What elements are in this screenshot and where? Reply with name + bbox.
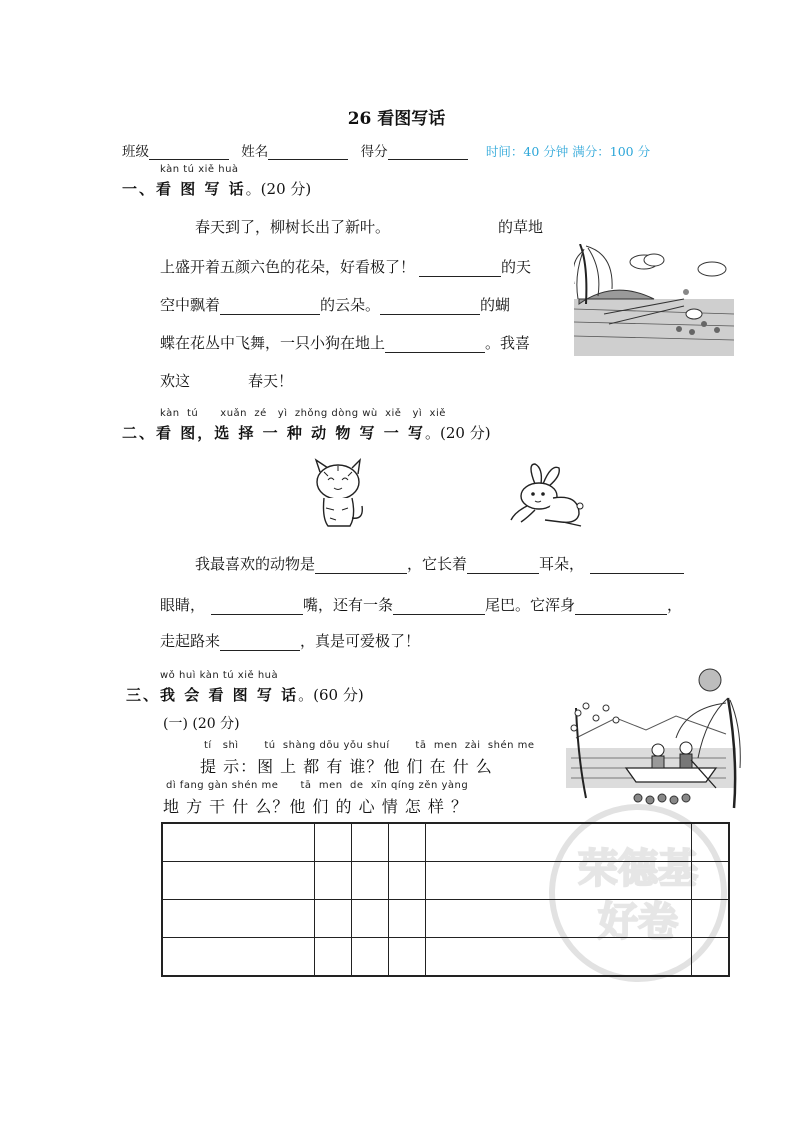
rabbit-illustration [507,462,585,528]
s1-l3c: 的蝴 [480,296,511,314]
writing-grid [161,822,730,977]
s2-line2 [160,594,682,615]
grid-cell[interactable] [691,862,729,900]
score-label: 得分 [360,144,388,160]
score-field[interactable] [388,145,468,160]
student-info-row [122,140,650,160]
s1-l5a: 欢这 [160,372,191,390]
s3-pinyin: wǒ huì kàn tú xiě huà [160,670,279,681]
s1-l4b: 。我喜 [485,334,531,352]
class-field[interactable] [149,145,229,160]
s2-blank-7[interactable] [220,634,300,651]
grid-cell[interactable] [388,938,425,977]
s2-heading-text: 二、看 图，选 择 一 种 动 物 写 一 写 [122,424,426,442]
s3-points: 。(60 分) [298,686,364,704]
s1-blank-4[interactable] [380,298,480,315]
grid-cell[interactable] [314,938,351,977]
s2-l3a: 走起路来 [160,632,221,650]
s2-l2a: 眼睛， [160,596,206,614]
s2-pinyin: kàn tú xuǎn zé yì zhǒng dòng wù xiě yì xiě [160,408,446,419]
name-label: 姓名 [241,144,269,160]
s1-points: 。(20 分) [245,180,312,198]
s2-heading [122,422,491,443]
time-info: 时间：40 分钟 满分：100 分 [485,144,651,159]
boating-scene-illustration [566,668,746,816]
s1-pinyin: kàn tú xiě huà [160,164,239,175]
grid-cell[interactable] [314,823,351,862]
s3-hint-line-2: 地 方 干 什 么？他 们 的 心 情 怎 样 ？ [163,797,468,816]
s1-l3b: 的云朵。 [320,296,381,314]
grid-cell[interactable] [314,862,351,900]
grid-cell[interactable] [425,862,691,900]
grid-cell[interactable] [425,823,691,862]
s2-blank-1[interactable] [315,557,407,574]
s1-l2b: 的天 [501,258,532,276]
s1-blank-2[interactable] [419,260,501,277]
grid-cell[interactable] [351,823,388,862]
s2-l3b: ，真是可爱极了！ [300,632,421,650]
grid-cell[interactable] [351,862,388,900]
s2-blank-2[interactable] [467,557,539,574]
s2-blank-5[interactable] [393,598,485,615]
grid-cell[interactable] [388,823,425,862]
s2-l2b: 嘴，还有一条 [303,596,394,614]
grid-row [162,823,729,862]
s3-hint-pinyin-1: tí shì tú shàng dōu yǒu shuí tā men zài shén me [204,740,535,751]
s2-line1 [195,553,684,574]
s3-hint-pinyin-2: dì fang gàn shén me tā men de xīn qíng zěn yàng [166,780,469,791]
grid-cell[interactable] [691,938,729,977]
s3-heading-text: 三、我 会 看 图 写 话 [126,686,299,704]
s1-line5 [160,370,293,391]
s3-subheading: (一) (20 分) [163,716,240,732]
s1-line1 [195,216,543,237]
s1-l5b: 春天！ [248,372,294,390]
s2-l1b: ，它长着 [407,555,468,573]
watermark-line-2: 好卷 [598,899,678,945]
s2-l1c: 耳朵， [539,555,585,573]
grid-cell[interactable] [314,900,351,938]
grid-cell[interactable] [691,900,729,938]
s2-points: 。(20 分) [425,424,491,442]
s1-blank-5[interactable] [385,336,485,353]
s3-hint-line-1: 提 示：图 上 都 有 谁？他 们 在 什 么 [200,757,493,776]
grid-row [162,900,729,938]
s2-l2c: 尾巴。它浑身 [485,596,576,614]
s1-l3a: 空中飘着 [160,296,221,314]
s1-blank-3[interactable] [220,298,320,315]
watermark-line-1: 荣德基 [578,846,698,892]
s1-line3 [160,294,510,315]
s1-line2 [160,256,531,277]
grid-cell[interactable] [388,900,425,938]
grid-row [162,938,729,977]
s3-heading [126,684,364,705]
grid-cell[interactable] [162,938,314,977]
s2-l1a: 我最喜欢的动物是 [195,555,316,573]
grid-cell[interactable] [162,862,314,900]
grid-cell[interactable] [351,900,388,938]
grid-row [162,862,729,900]
grid-cell[interactable] [425,900,691,938]
grid-cell[interactable] [351,938,388,977]
page-title: 26 看图写话 [347,109,446,129]
grid-cell[interactable] [162,823,314,862]
s1-heading-text: 一、看 图 写 话 [122,180,246,198]
s1-l2a: 上盛开着五颜六色的花朵，好看极了！ [160,258,416,276]
class-label: 班级 [122,144,149,160]
spring-scene-illustration [574,244,734,356]
s2-l2d: ， [667,596,683,614]
grid-cell[interactable] [162,900,314,938]
s2-blank-4[interactable] [211,598,303,615]
s1-heading [122,178,311,199]
s1-l1b: 的草地 [498,218,544,236]
s2-blank-3[interactable] [590,557,684,574]
tiger-cub-illustration [308,458,368,530]
s1-l1a: 春天到了，柳树长出了新叶。 [195,218,391,236]
grid-cell[interactable] [425,938,691,977]
s1-line4 [160,332,530,353]
s1-l4a: 蝶在花丛中飞舞，一只小狗在地上 [160,334,386,352]
s2-line3 [160,630,420,651]
grid-cell[interactable] [388,862,425,900]
name-field[interactable] [268,145,348,160]
s2-blank-6[interactable] [575,598,667,615]
grid-cell[interactable] [691,823,729,862]
